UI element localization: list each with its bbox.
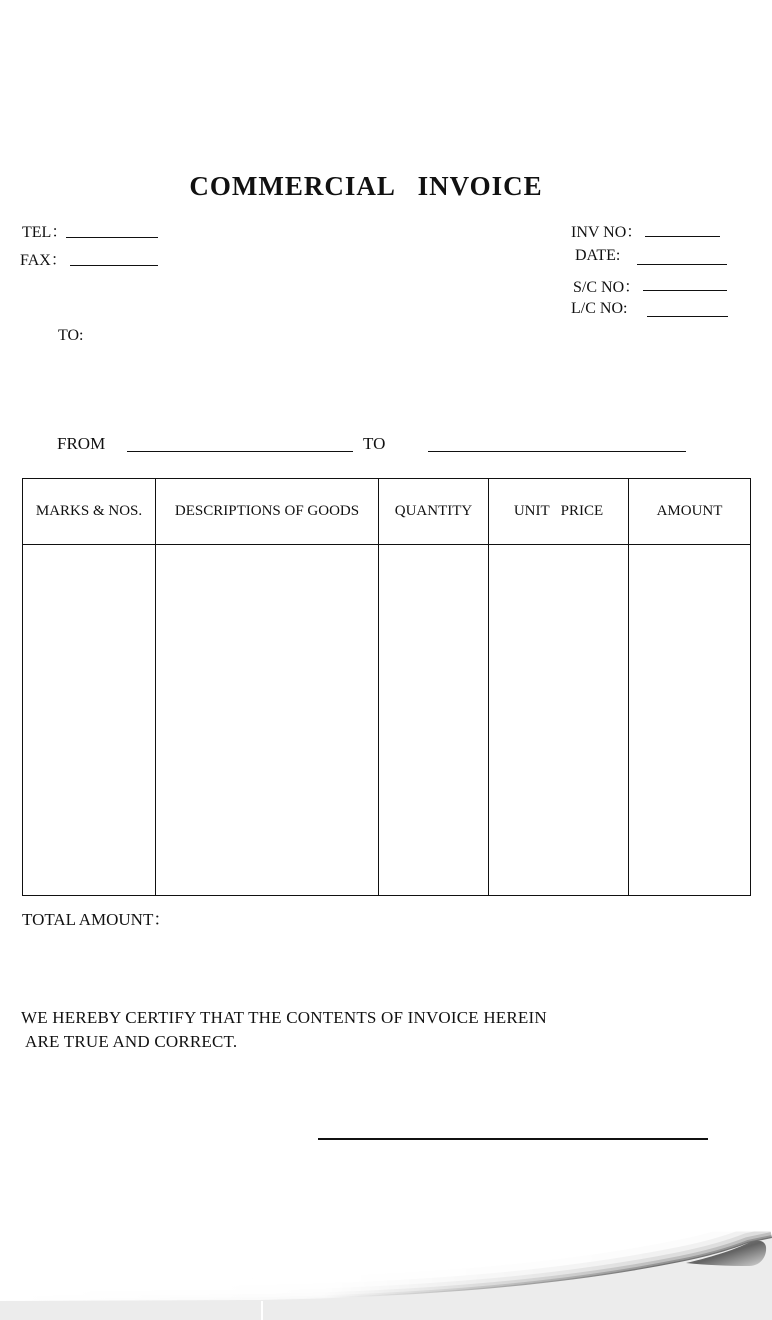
cell-marks	[23, 545, 156, 896]
total-amount-label: TOTAL AMOUNT：	[22, 910, 171, 929]
inv-no-label: INV NO：	[571, 224, 643, 241]
route-to-label: TO	[363, 434, 386, 453]
goods-table-body-row	[23, 545, 751, 896]
document-title: COMMERCIAL INVOICE	[189, 171, 543, 201]
route-to-blank-line	[428, 434, 686, 452]
col-header-quantity: QUANTITY	[379, 479, 489, 545]
lc-no-blank-line	[647, 301, 728, 317]
col-header-marks: MARKS & NOS.	[23, 479, 156, 545]
goods-table	[22, 478, 751, 896]
cell-description	[156, 545, 379, 896]
certification-text-line1: WE HEREBY CERTIFY THAT THE CONTENTS OF INVOICE HEREIN	[21, 1008, 547, 1027]
sc-no-blank-line	[643, 275, 727, 291]
footer-strip	[0, 1301, 772, 1320]
signature-line	[318, 1128, 708, 1140]
consignee-to-label: TO:	[58, 327, 84, 344]
tel-label: TEL：	[22, 224, 68, 241]
sc-no-label: S/C NO：	[573, 279, 641, 296]
cell-unit-price	[489, 545, 629, 896]
tel-blank-line	[66, 220, 158, 238]
date-label: DATE:	[575, 247, 621, 264]
certification-text-line2: ARE TRUE AND CORRECT.	[25, 1032, 238, 1051]
lc-no-label: L/C NO:	[571, 300, 628, 317]
goods-table-header-row	[23, 479, 751, 545]
page-curl-graphic	[0, 1230, 772, 1301]
date-blank-line	[637, 248, 727, 265]
cell-quantity	[379, 545, 489, 896]
fax-blank-line	[70, 248, 158, 266]
col-header-unit-price: UNIT PRICE	[489, 479, 629, 545]
route-from-label: FROM	[57, 434, 106, 453]
fax-label: FAX：	[20, 252, 67, 269]
col-header-amount: AMOUNT	[629, 479, 751, 545]
cell-amount	[629, 545, 751, 896]
footer-thumbnail-left[interactable]	[0, 1301, 261, 1320]
inv-no-blank-line	[645, 220, 720, 237]
col-header-description: DESCRIPTIONS OF GOODS	[156, 479, 379, 545]
footer-thumbnail-right[interactable]	[263, 1301, 772, 1320]
route-from-blank-line	[127, 434, 353, 452]
